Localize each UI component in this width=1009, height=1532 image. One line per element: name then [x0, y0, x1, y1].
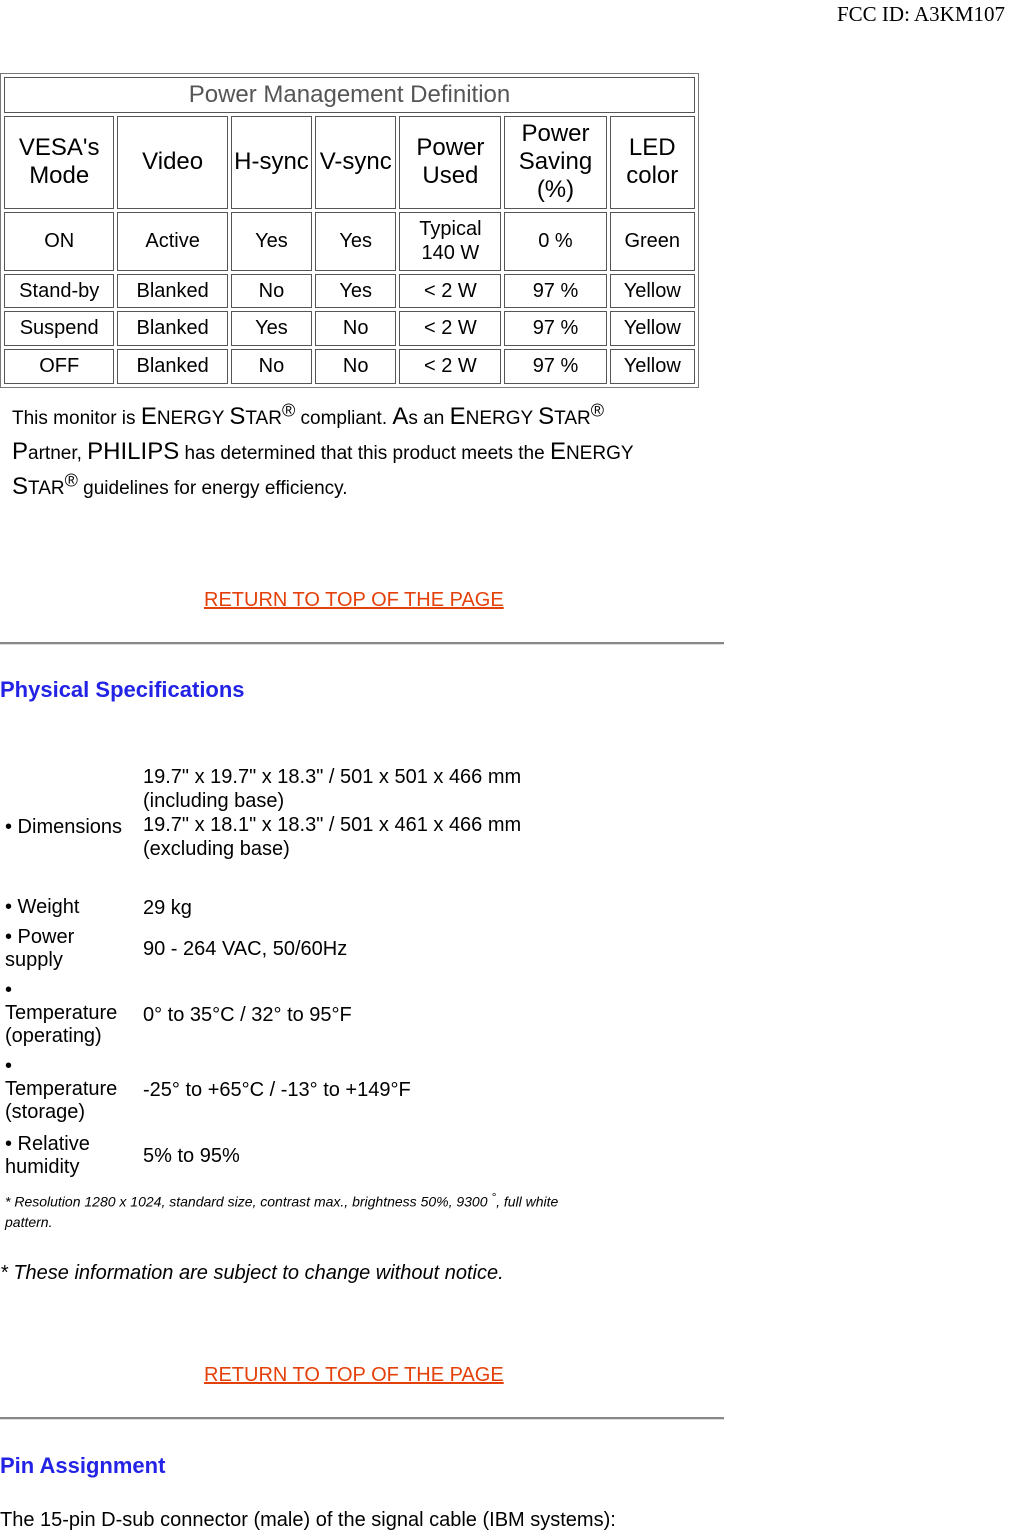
header-power-saving: Power Saving (%) [504, 116, 606, 209]
header-power-used: Power Used [399, 116, 501, 209]
brand-name: PHILIPS [87, 438, 180, 465]
text: E [449, 403, 466, 430]
label-line: • [5, 979, 13, 1001]
text: artner, [28, 443, 88, 464]
header-video: Video [117, 116, 227, 209]
table-cell: Yellow [610, 274, 695, 309]
header-vesa-mode: VESA's Mode [4, 116, 114, 209]
table-cell: 0 % [504, 212, 606, 271]
dimension-line: (excluding base) [143, 838, 290, 860]
resolution-footnote [5, 1188, 605, 1232]
physical-specifications-heading: Physical Specifications [0, 677, 245, 702]
table-cell: Yes [231, 311, 312, 346]
label-line: Temperature [5, 1002, 118, 1024]
power-supply-label [5, 926, 130, 972]
dimension-line: 19.7" x 19.7" x 18.3" / 501 x 501 x 466 mm [143, 766, 522, 788]
table-cell: Blanked [117, 311, 227, 346]
text: TAR [554, 408, 591, 429]
table-cell: < 2 W [399, 349, 501, 384]
table-cell: Yellow [610, 311, 695, 346]
table-cell: ON [4, 212, 114, 271]
label-line: humidity [5, 1156, 80, 1178]
table-cell: 97 % [504, 349, 606, 384]
text: guidelines for energy efficiency. [77, 478, 348, 499]
text: TAR [245, 408, 282, 429]
text: P [12, 438, 29, 465]
table-cell: 97 % [504, 274, 606, 309]
label-line: (storage) [5, 1101, 86, 1123]
table-cell: Typical 140 W [399, 212, 501, 271]
footnote-text: * Resolution 1280 x 1024, standard size, contrast max., brightness 50%, 9300 [5, 1193, 492, 1210]
table-row [4, 274, 695, 309]
registered-mark: ® [590, 400, 604, 421]
pin-assignment-heading: Pin Assignment [0, 1453, 166, 1478]
table-cell: Yellow [610, 349, 695, 384]
table-row [4, 311, 695, 346]
registered-mark: ® [281, 400, 296, 421]
table-cell: No [231, 274, 312, 309]
text: S [538, 403, 555, 430]
text: compliant. [295, 408, 393, 429]
divider [0, 1417, 724, 1420]
dimension-line: 19.7" x 18.1" x 18.3" / 501 x 461 x 466 mm [143, 814, 522, 836]
table-cell: Blanked [117, 349, 227, 384]
table-cell: Stand-by [4, 274, 114, 309]
dimensions-value [143, 765, 521, 861]
text: S [12, 473, 29, 500]
table-cell: Yes [315, 212, 396, 271]
table-cell: No [315, 311, 396, 346]
table-cell: 97 % [504, 311, 606, 346]
temperature-storage-label [5, 1055, 130, 1124]
dimensions-label: • Dimensions [5, 816, 123, 838]
table-row [4, 349, 695, 384]
label-line: • Power [5, 926, 75, 948]
temperature-storage-value: -25° to +65°C / -13° to +149°F [143, 1079, 411, 1101]
label-line: Temperature [5, 1078, 118, 1100]
degree-mark: ° [491, 1191, 497, 1204]
label-line: • Relative [5, 1133, 90, 1155]
text: s an [408, 408, 450, 429]
power-management-table [0, 73, 699, 388]
footnote-text: , full white pattern. [5, 1193, 559, 1230]
table-cell: Blanked [117, 274, 227, 309]
table-cell: OFF [4, 349, 114, 384]
text: NERGY [156, 408, 225, 429]
dimension-line: (including base) [143, 790, 285, 812]
header-v-sync: V-sync [315, 116, 396, 209]
fcc-id: FCC ID: A3KM107 [836, 2, 1005, 26]
table-cell: Suspend [4, 311, 114, 346]
table-cell: Yes [231, 212, 312, 271]
table-cell: Yes [315, 274, 396, 309]
label-line: (operating) [5, 1025, 102, 1047]
text: NERGY [465, 408, 533, 429]
return-to-top-link[interactable]: RETURN TO TOP OF THE PAGE [204, 589, 504, 611]
label-line: • [5, 1055, 13, 1077]
weight-value: 29 kg [143, 897, 192, 919]
label-line: supply [5, 949, 63, 971]
header-led-color: LED color [610, 116, 695, 209]
text: E [549, 438, 566, 465]
text: S [229, 403, 246, 430]
table-cell: No [315, 349, 396, 384]
pin-description: The 15-pin D-sub connector (male) of the signal cable (IBM systems): [0, 1509, 616, 1531]
table-title: Power Management Definition [4, 77, 695, 113]
text: A [392, 403, 409, 430]
energy-star-statement [12, 400, 702, 505]
table-cell: Active [117, 212, 227, 271]
table-cell: < 2 W [399, 274, 501, 309]
table-header-row [4, 116, 695, 209]
divider [0, 642, 724, 645]
power-supply-value: 90 - 264 VAC, 50/60Hz [143, 938, 348, 960]
text: E [140, 403, 157, 430]
text: TAR [28, 478, 65, 499]
text: has determined that this product meets the [179, 443, 550, 464]
table-cell: < 2 W [399, 311, 501, 346]
change-notice: * These information are subject to change without notice. [0, 1262, 504, 1284]
temperature-operating-label [5, 979, 130, 1048]
table-cell: Green [610, 212, 695, 271]
header-h-sync: H-sync [231, 116, 312, 209]
temperature-operating-value: 0° to 35°C / 32° to 95°F [143, 1004, 352, 1026]
humidity-label [5, 1133, 130, 1179]
table-cell: No [231, 349, 312, 384]
humidity-value: 5% to 95% [143, 1145, 240, 1167]
return-to-top-link[interactable]: RETURN TO TOP OF THE PAGE [204, 1364, 504, 1386]
table-row [4, 212, 695, 271]
text: This monitor is [12, 408, 141, 429]
weight-label: • Weight [5, 896, 80, 918]
text: NERGY [565, 443, 634, 464]
registered-mark: ® [64, 470, 78, 491]
